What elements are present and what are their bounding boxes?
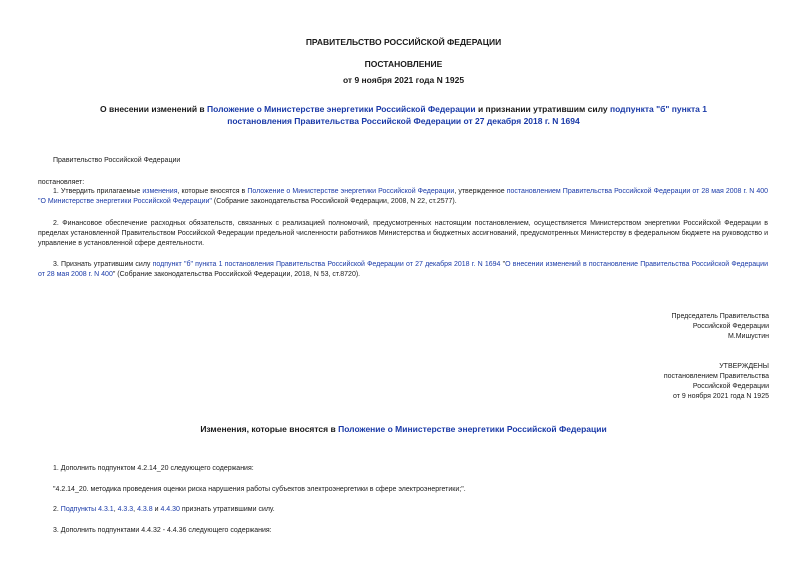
doc-title	[90, 103, 717, 127]
item2-link-4-3-3[interactable]: 4.3.3	[117, 506, 134, 513]
p1-link-resolution[interactable]: постановлением Правительства Российской Федерации от 28 мая 2008 г. N 400 "О Министерстве энергетики Российской Федерации"	[38, 188, 769, 205]
title-text-1: О внесении изменений в	[100, 104, 208, 114]
doc-date-number: от 9 ноября 2021 года N 1925	[342, 75, 465, 85]
item2-link-4-3-8[interactable]: 4.3.8	[137, 506, 153, 513]
resolves-line: постановляет:	[38, 179, 85, 186]
p3-text-3: " (Собрание законодательства Российской Федерации, 2018, N 53, ст.8720).	[112, 271, 361, 278]
item2-sep-1: ,	[113, 506, 118, 513]
changes-heading	[0, 423, 807, 435]
approved-line-1: УТВЕРЖДЕНЫ	[719, 363, 769, 370]
approved-line-3: Российской Федерации	[692, 383, 769, 390]
paragraph-1	[38, 187, 768, 207]
item2-link-4-3-1[interactable]: Подпункты 4.3.1	[60, 506, 114, 513]
p1-link-changes[interactable]: изменения	[142, 188, 178, 195]
p1-text-4: (Собрание законодательства Российской Федерации, 2008, N 22, ст.2577).	[211, 198, 457, 205]
change-item-1: 1. Дополнить подпунктом 4.2.14_20 следующего содержания:	[53, 465, 254, 472]
p3-text-2: "	[500, 261, 506, 268]
approved-line-2: постановлением Правительства	[663, 373, 769, 380]
paragraph-2: 2. Финансовое обеспечение расходных обязательств, связанных с реализацией полномочий, предусмотренных настоящим постановлением, осуществляется Министерством энергетики Российской Федерации в пределах установленной Правительством Российской Федерации предельной численности работников Министерства и бюджетных ассигнований, предусмотренных Министерству в федеральном бюджете на руководство и управление в установленной сфере деятельности.	[38, 220, 768, 247]
p1-text-2: , которые вносятся в	[177, 188, 248, 195]
item2-sep-3: и	[152, 506, 161, 513]
title-link-subclause[interactable]: подпункта "б" пункта 1 постановления Правительства Российской Федерации от 27 декабря 2018 г. N 1694	[227, 104, 707, 126]
p3-link-subclause[interactable]: подпункт "б" пункта 1 постановления Правительства Российской Федерации от 27 декабря 2018 г. N 1694	[152, 261, 501, 268]
paragraph-3	[38, 260, 768, 280]
approved-block	[469, 362, 769, 402]
p1-link-regulation[interactable]: Положение о Министерстве энергетики Российской Федерации	[247, 188, 455, 195]
change-item-2	[53, 505, 275, 515]
signature-line-1: Председатель Правительства	[671, 313, 769, 320]
government-line: Правительство Российской Федерации	[53, 157, 181, 164]
changes-heading-text: Изменения, которые вносятся в	[200, 424, 339, 434]
signature-block	[469, 312, 769, 342]
approved-line-4: от 9 ноября 2021 года N 1925	[673, 393, 769, 400]
item2-text: признать утратившими силу.	[179, 506, 275, 513]
government-header: ПРАВИТЕЛЬСТВО РОССИЙСКОЙ ФЕДЕРАЦИИ	[305, 37, 502, 47]
item2-number: 2.	[53, 506, 61, 513]
p1-text-3: , утвержденное	[454, 188, 507, 195]
p3-link-amendment[interactable]: О внесении изменений в постановление Правительства Российской Федерации от 28 мая 2008 г. N 400	[38, 261, 768, 278]
title-link-regulation[interactable]: Положение о Министерстве энергетики Российской Федерации	[207, 104, 476, 114]
change-item-3: 3. Дополнить подпунктами 4.4.32 - 4.4.36 следующего содержания:	[53, 527, 272, 534]
item2-sep-2: ,	[133, 506, 138, 513]
item2-link-4-4-30[interactable]: 4.4.30	[160, 506, 180, 513]
title-text-2: и признании утратившим силу	[475, 104, 610, 114]
doc-type: ПОСТАНОВЛЕНИЕ	[364, 59, 443, 69]
p1-text-1: 1. Утвердить прилагаемые	[53, 188, 143, 195]
change-item-1-quote: "4.2.14_20. методика проведения оценки риска нарушения работы субъектов электроэнергетики в сфере электроэнергетики;".	[53, 486, 466, 493]
signature-line-2: Российской Федерации	[692, 323, 769, 330]
p3-text-1: 3. Признать утратившим силу	[53, 261, 153, 268]
changes-heading-link[interactable]: Положение о Министерстве энергетики Российской Федерации	[338, 424, 607, 434]
signature-name: М.Мишустин	[727, 333, 769, 340]
